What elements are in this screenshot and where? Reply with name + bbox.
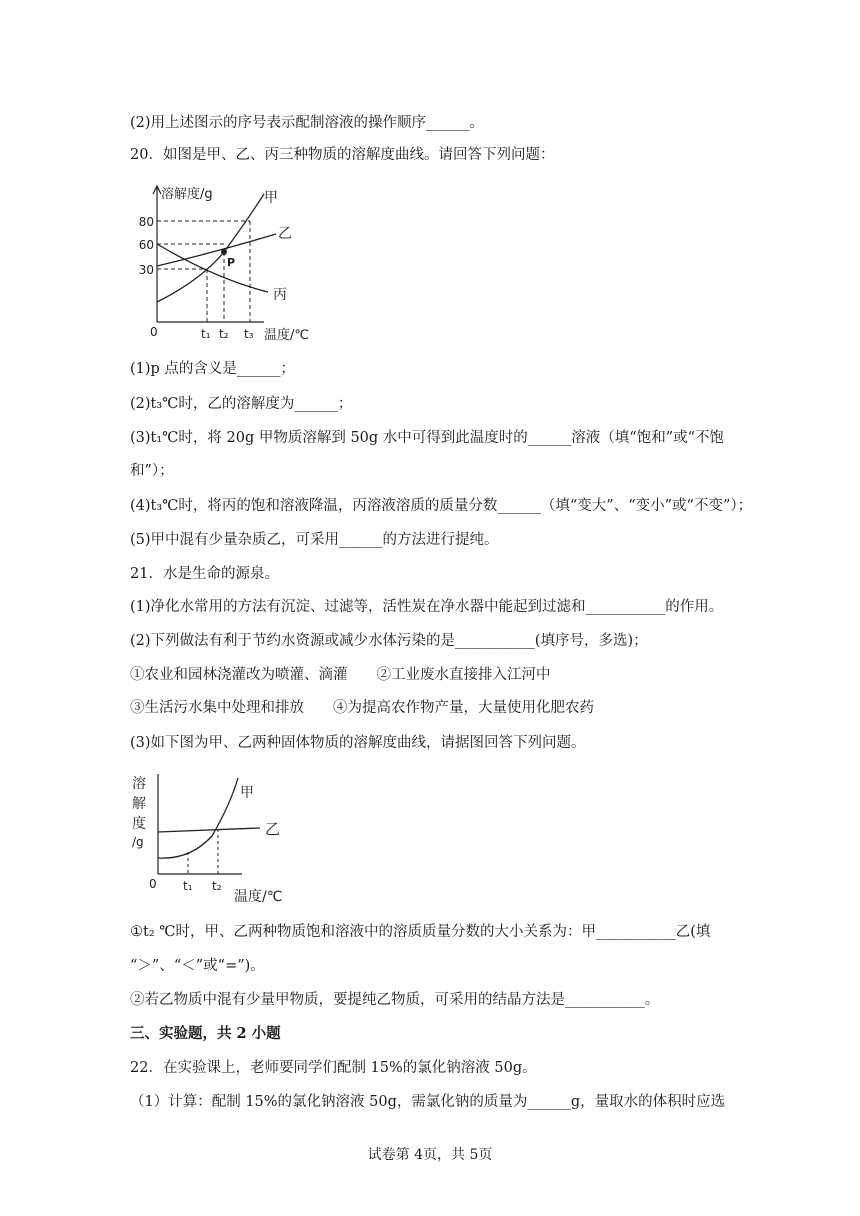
curve-label-bing: 丙 [273,287,287,303]
y-label-1: 溶 [132,776,146,792]
y-axis-label: 溶解度/g [161,187,213,202]
solubility-graph-2 [130,770,300,910]
point-p-label: P [227,256,236,269]
y-tick-60: 60 [138,238,154,252]
q20-part3-b: 和”）； [130,463,174,479]
q20-part5: (5)甲中混有少量杂质乙，可采用______的方法进行提纯。 [130,532,499,548]
q22-title: 22．在实验课上，老师要同学们配制 15%的氯化钠溶液 50g。 [130,1060,537,1076]
curve-jia [158,778,238,858]
x-tick-t2: t₂ [212,879,222,893]
q21-title: 21．水是生命的源泉。 [130,566,279,582]
curve-label-jia: 甲 [264,190,278,206]
q21-part1: (1)净化水常用的方法有沉淀、过滤等，活性炭在净水器中能起到过滤和___________的作用。 [130,599,724,615]
q21-options-3-4: ③生活污水集中处理和排放 ④为提高农作物产量，大量使用化肥农药 [130,700,594,716]
q20-part4: (4)t₃℃时，将丙的饱和溶液降温，丙溶液溶质的质量分数______（填“变大”、“变小”或“不变”）； [130,498,753,514]
q21-3-part2: ②若乙物质中混有少量甲物质，要提纯乙物质，可采用的结晶方法是___________。 [130,992,660,1008]
curve-label-jia: 甲 [240,785,254,801]
section-heading: 三、实验题，共 2 小题 [130,1025,281,1042]
origin-label: 0 [149,877,157,891]
curve-label-yi: 乙 [278,226,292,242]
x-tick-t1: t₁ [201,327,211,341]
x-axis-label: 温度/℃ [234,889,283,905]
q20-part1: (1)p 点的含义是______； [130,361,295,377]
y-tick-80: 80 [138,215,154,229]
page-footer: 试卷第 4页，共 5页 [367,1147,493,1163]
curve-label-yi: 乙 [265,820,281,838]
q20-title: 20．如图是甲、乙、丙三种物质的溶解度曲线。请回答下列问题： [130,147,555,163]
q21-part3: (3)如下图为甲、乙两种固体物质的溶解度曲线，请据图回答下列问题。 [130,735,586,751]
q19-part2: (2)用上述图示的序号表示配制溶液的操作顺序______。 [130,115,485,131]
y-tick-30: 30 [138,263,154,277]
curve-bing [157,244,268,292]
y-label-4: /g [132,835,144,849]
q21-3-part1-b: “＞”、“＜”或“=”)。 [130,958,265,974]
x-tick-t1: t₁ [183,879,193,893]
x-tick-t3: t₃ [244,327,254,341]
x-tick-t2: t₂ [219,327,229,341]
q22-part1: （1）计算：配制 15%的氯化钠溶液 50g，需氯化钠的质量为______g，量取水的体积时应选 [130,1094,726,1110]
q21-options-1-2: ①农业和园林浇灌改为喷灌、滴灌 ②工业废水直接排入江河中 [130,667,551,683]
x-axis-label: 温度/℃ [264,328,309,343]
origin-label: 0 [150,325,158,339]
y-label-2: 解 [132,796,146,812]
q21-part2: (2)下列做法有利于节约水资源或减少水体污染的是___________(填序号，多选)； [130,633,648,649]
curve-yi [158,828,260,832]
q20-part2: (2)t₃℃时，乙的溶解度为______； [130,396,353,412]
q20-part3-a: (3)t₁℃时，将 20g 甲物质溶解到 50g 水中可得到此温度时的______溶液（填“饱和”或“不饱 [130,430,725,446]
q21-3-part1-a: ①t₂ ℃时，甲、乙两种物质饱和溶液中的溶质质量分数的大小关系为：甲___________乙(填 [130,924,711,940]
y-label-3: 度 [132,816,146,832]
point-p [221,249,227,255]
solubility-graph-1 [138,182,346,347]
